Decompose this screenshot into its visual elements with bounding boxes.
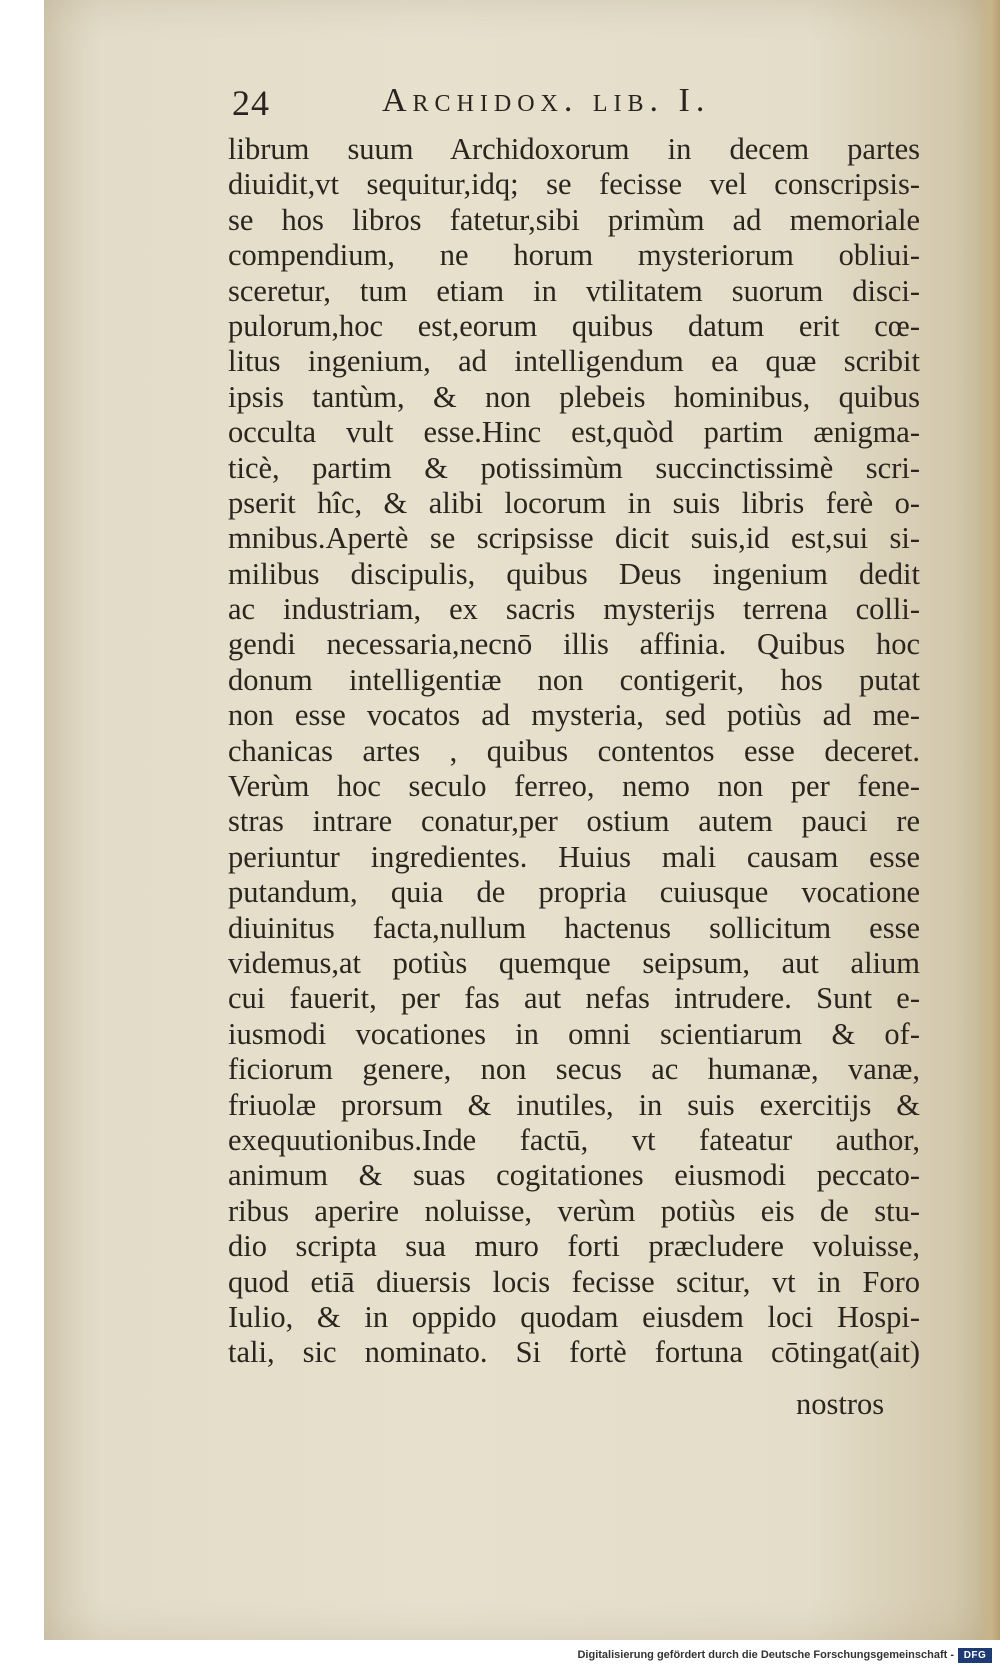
dfg-logo-icon: DFG (958, 1648, 992, 1663)
body-text (228, 132, 920, 1371)
digitization-footer (0, 1640, 1000, 1669)
text-line: quod etiā diuersis locis fecisse scitur, vt in Foro (228, 1264, 920, 1299)
text-line: donum intelligentiæ non contigerit, hos putat (228, 662, 920, 697)
text-line: pserit hîc, & alibi locorum in suis libris ferè o- (228, 485, 920, 520)
text-line: iusmodi vocationes in omni scientiarum & of- (228, 1016, 920, 1051)
text-line: cui fauerit, per fas aut nefas intrudere. Sunt e- (228, 981, 920, 1016)
text-line: Iulio, & in oppido quodam eiusdem loci Hospi- (228, 1299, 920, 1334)
text-line: se hos libros fatetur,sibi primùm ad memoriale (228, 202, 920, 237)
text-line: ipsis tantùm, & non plebeis hominibus, quibus (228, 379, 920, 414)
text-line: diuidit,vt sequitur,idq; se fecisse vel conscripsis- (228, 167, 920, 202)
text-line: gendi necessaria,necnō illis affinia. Quibus hoc (228, 627, 920, 662)
text-line: pulorum,hoc est,eorum quibus datum erit cœ- (228, 308, 920, 343)
text-line: diuinitus facta,nullum hactenus sollicitum esse (228, 910, 920, 945)
text-line: non esse vocatos ad mysteria, sed potiùs ad me- (228, 698, 920, 733)
text-line: ficiorum genere, non secus ac humanæ, vanæ, (228, 1052, 920, 1087)
text-line: videmus,at potiùs quemque seipsum, aut alium (228, 945, 920, 980)
text-line: occulta vult esse.Hinc est,quòd partim ænigma- (228, 415, 920, 450)
catchword: nostros (796, 1387, 885, 1421)
text-line: periuntur ingredientes. Huius mali causam esse (228, 839, 920, 874)
text-line: librum suum Archidoxorum in decem partes (228, 132, 920, 166)
text-line: exequutionibus.Inde factū, vt fateatur author, (228, 1122, 920, 1157)
text-line: dio scripta sua muro forti præcludere voluisse, (228, 1229, 920, 1264)
page-header (232, 82, 832, 132)
text-line: stras intrare conatur,per ostium autem pauci re (228, 804, 920, 839)
page-edge-shadow (978, 0, 1000, 1640)
text-line: putandum, quia de propria cuiusque vocatione (228, 875, 920, 910)
text-line: ribus aperire noluisse, verùm potiùs eis de stu- (228, 1193, 920, 1228)
text-line: ac industriam, ex sacris mysterijs terrena colli- (228, 592, 920, 627)
text-line: chanicas artes , quibus contentos esse deceret. (228, 733, 920, 768)
funding-credit: Digitalisierung gefördert durch die Deutsche Forschungsgemeinschaft - (577, 1649, 954, 1661)
text-line: mnibus.Apertè se scripsisse dicit suis,id est,sui si- (228, 521, 920, 556)
text-line: compendium, ne horum mysteriorum obliui- (228, 238, 920, 273)
text-line: friuolæ prorsum & inutiles, in suis exercitijs & (228, 1087, 920, 1122)
text-line: sceretur, tum etiam in vtilitatem suorum disci- (228, 273, 920, 308)
scan-left-margin (0, 0, 44, 1640)
text-line: animum & suas cogitationes eiusmodi peccato- (228, 1158, 920, 1193)
text-line: ticè, partim & potissimùm succinctissimè scri- (228, 450, 920, 485)
text-line: milibus discipulis, quibus Deus ingenium dedit (228, 556, 920, 591)
running-head: Archidox. lib. I. (382, 82, 711, 119)
text-line: litus ingenium, ad intelligendum ea quæ scribit (228, 344, 920, 379)
text-line: Verùm hoc seculo ferreo, nemo non per fene- (228, 769, 920, 804)
text-line: tali, sic nominato. Si fortè fortuna cōtingat(ait) (228, 1335, 920, 1370)
page-number: 24 (232, 83, 270, 123)
